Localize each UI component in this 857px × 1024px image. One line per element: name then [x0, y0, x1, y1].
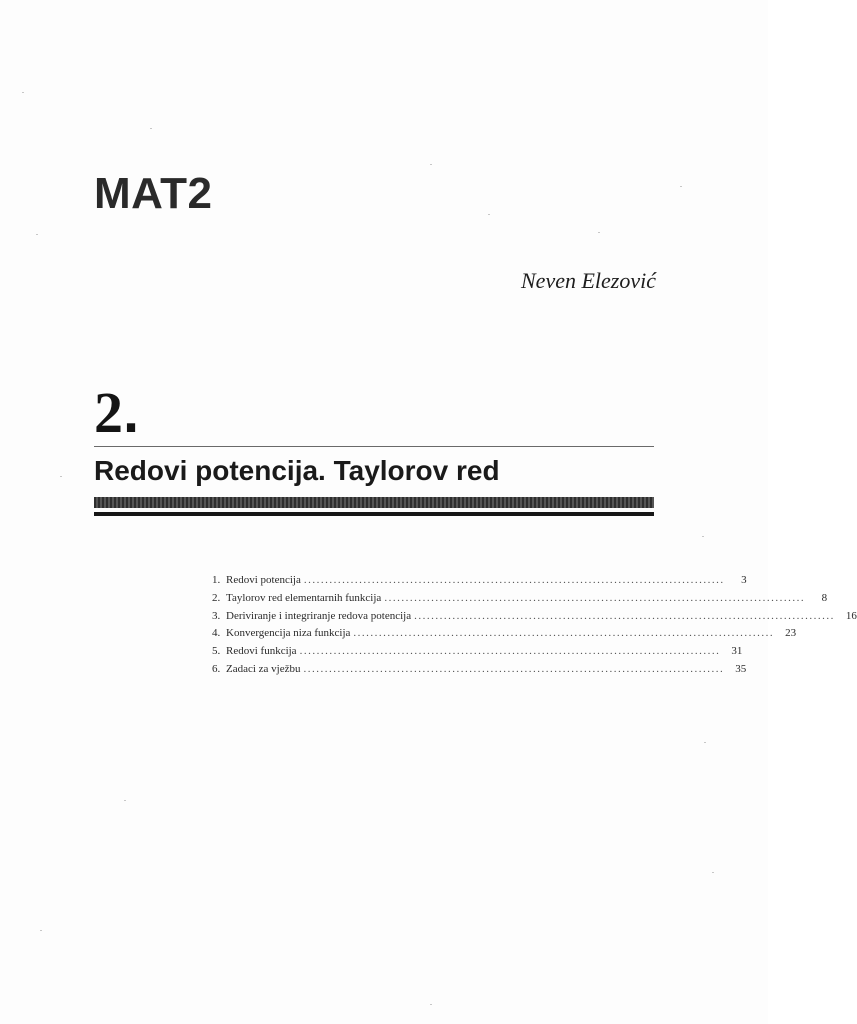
scan-speck [22, 92, 24, 93]
scan-speck [124, 800, 126, 801]
toc-entry-title: Redovi potencija [226, 574, 301, 586]
scan-speck [430, 1004, 432, 1005]
toc-dot-leader: ................................................................................................... [299, 645, 721, 658]
toc-entry-page: 16 [845, 609, 857, 622]
toc-entry-number: 6. [212, 662, 221, 675]
toc-entry [212, 574, 747, 592]
scan-speck [36, 234, 38, 235]
toc-entry [212, 627, 797, 645]
toc-entry [212, 662, 747, 681]
toc-entry-title: Konvergencija niza funkcija [226, 627, 351, 640]
scan-speck [704, 742, 706, 743]
chapter-rule-thin [94, 446, 654, 447]
scan-speck [430, 164, 432, 165]
toc-entry [212, 609, 857, 628]
toc-entry-number: 5. [212, 645, 221, 658]
toc-entry-page: 3 [741, 574, 747, 586]
toc-entry-number: 1. [212, 574, 221, 586]
toc-dot-leader: ................................................................................................... [414, 609, 835, 622]
scan-speck [680, 186, 682, 187]
toc-dot-leader: ................................................................................................... [303, 662, 725, 675]
scan-speck [40, 930, 42, 931]
scan-speck [712, 872, 714, 873]
chapter-rule-bold [94, 512, 654, 516]
scan-speck [150, 128, 152, 129]
toc-entry [212, 645, 743, 663]
chapter-rule-shaded [94, 497, 654, 508]
toc-entry-page: 35 [735, 662, 747, 675]
toc-entry-number: 4. [212, 627, 221, 640]
toc-entry-page: 23 [785, 627, 797, 640]
scan-speck [702, 536, 704, 537]
scan-speck [598, 232, 600, 233]
chapter-number-digit: 2 [94, 380, 123, 445]
table-of-contents [212, 574, 857, 681]
toc-entry-title: Taylorov red elementarnih funkcija [226, 591, 382, 604]
toc-entry [212, 591, 828, 610]
scan-speck [60, 476, 62, 477]
chapter-number-dot: . [123, 380, 140, 445]
toc-entry-page: 31 [731, 645, 743, 658]
toc-entry-title: Deriviranje i integriranje redova potencija [226, 609, 412, 622]
toc-entry-title: Redovi funkcija [226, 645, 297, 658]
chapter-title: Redovi potencija. Taylorov red [94, 455, 500, 486]
toc-dot-leader: ................................................................................................... [353, 627, 775, 640]
toc-dot-leader: ................................................................................................... [303, 574, 725, 586]
toc-entry-title: Zadaci za vježbu [226, 662, 301, 675]
scan-speck [488, 214, 490, 215]
author-name: Neven Elezović [521, 268, 656, 293]
toc-entry-page: 8 [821, 591, 828, 604]
toc-dot-leader: ................................................................................................... [384, 591, 806, 604]
course-title: MAT2 [94, 169, 213, 218]
toc-entry-number: 2. [212, 591, 221, 604]
toc-entry-number: 3. [212, 609, 221, 622]
chapter-number [94, 380, 140, 445]
